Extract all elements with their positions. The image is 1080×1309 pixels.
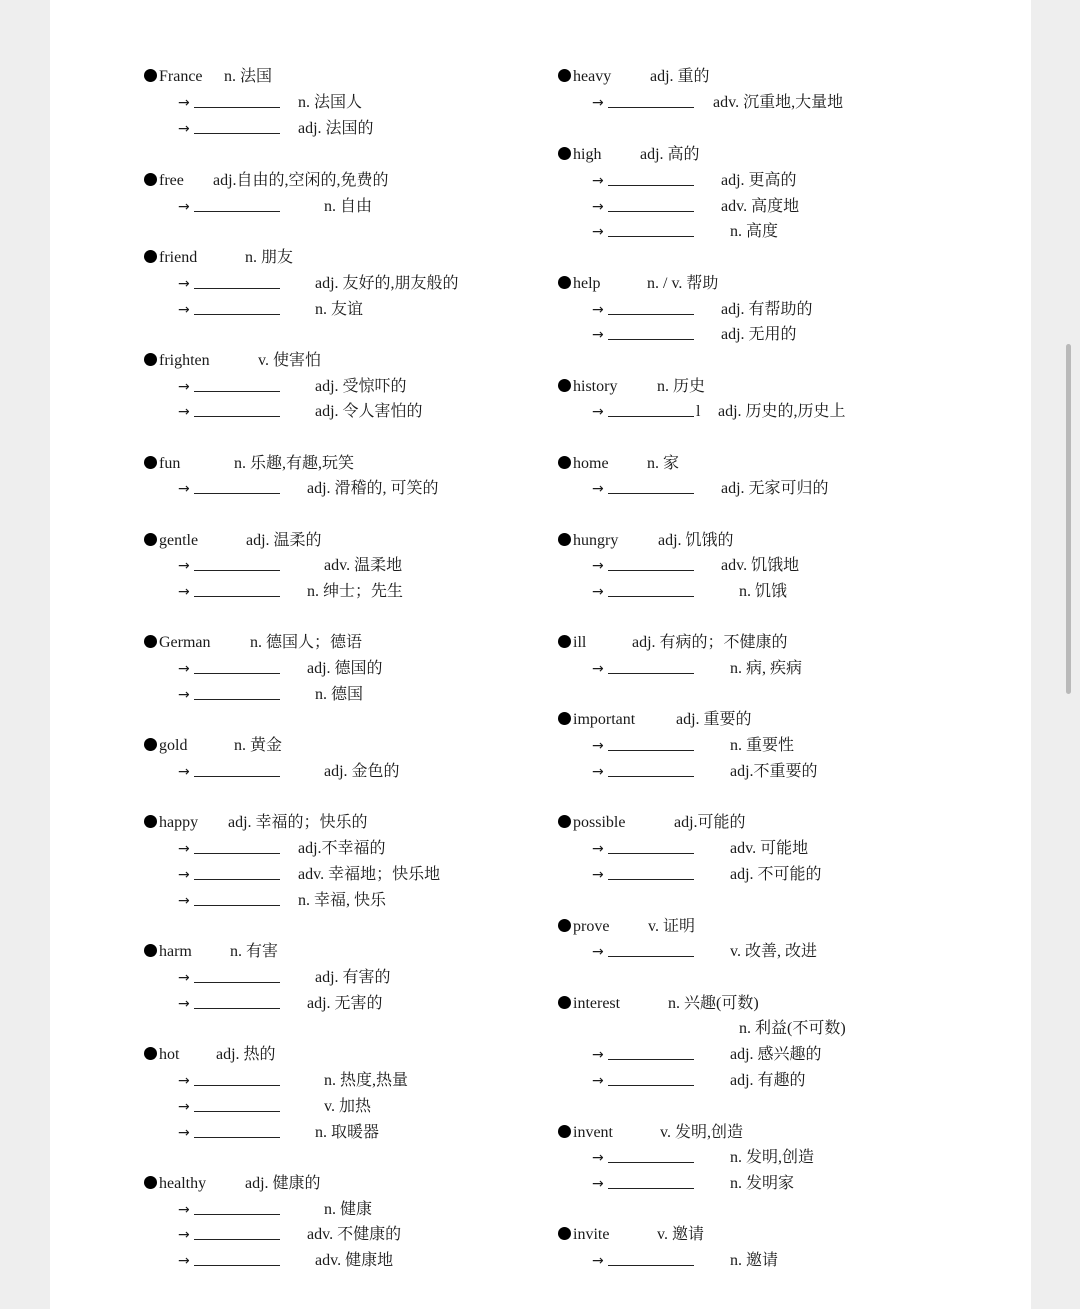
headword-meaning: adj. 健康的	[245, 1175, 321, 1192]
derivative-meaning: n. 热度,热量	[324, 1072, 409, 1089]
answer-blank[interactable]	[608, 314, 694, 315]
arrow-icon: →	[592, 738, 604, 754]
answer-blank[interactable]	[194, 1265, 280, 1266]
answer-blank[interactable]	[194, 982, 280, 983]
derivative-meaning: v. 改善, 改进	[730, 943, 817, 960]
arrow-icon: →	[592, 661, 604, 677]
bullet-icon	[144, 1176, 157, 1189]
answer-blank[interactable]	[608, 673, 694, 674]
headword-meaning: adj. 高的	[640, 146, 700, 163]
answer-blank[interactable]	[608, 493, 694, 494]
answer-blank[interactable]	[608, 776, 694, 777]
answer-blank[interactable]	[608, 570, 694, 571]
derivative-meaning: n. 健康	[324, 1201, 373, 1218]
headword: ill	[573, 634, 587, 651]
derivative-meaning: adj. 滑稽的, 可笑的	[307, 480, 439, 497]
derivative-meaning: n. 自由	[324, 198, 373, 215]
answer-blank[interactable]	[194, 776, 280, 777]
headword: hungry	[573, 532, 619, 549]
derivative-meaning: n. 幸福, 快乐	[298, 892, 387, 909]
bullet-icon	[558, 1125, 571, 1138]
arrow-icon: →	[592, 481, 604, 497]
headword-meaning: n. 家	[647, 455, 680, 472]
answer-blank[interactable]	[194, 596, 280, 597]
headword-meaning: n. 乐趣,有趣,玩笑	[234, 455, 355, 472]
derivative-meaning: n. 法国人	[298, 94, 363, 111]
headword: gentle	[159, 532, 199, 549]
headword: possible	[573, 814, 626, 831]
derivative-meaning: adv. 幸福地；快乐地	[298, 866, 441, 883]
derivative-meaning: adj. 不可能的	[730, 866, 822, 883]
answer-blank[interactable]	[194, 107, 280, 108]
derivative-meaning: adv. 健康地	[315, 1252, 394, 1269]
headword-meaning: v. 邀请	[657, 1226, 704, 1243]
headword-meaning: n. 法国	[224, 68, 273, 85]
arrow-icon: →	[178, 1073, 190, 1089]
derivative-meaning: adj. 受惊吓的	[315, 378, 407, 395]
derivative-meaning: n. 取暖器	[315, 1124, 380, 1141]
headword-meaning: n. 兴趣(可数)	[668, 995, 759, 1012]
headword: fun	[159, 455, 181, 472]
derivative-meaning: n. 德国	[315, 686, 364, 703]
answer-blank[interactable]	[608, 185, 694, 186]
answer-blank[interactable]	[194, 1111, 280, 1112]
answer-blank[interactable]	[608, 211, 694, 212]
headword-meaning: v. 发明,创造	[660, 1124, 743, 1141]
headword-meaning: n. 黄金	[234, 737, 283, 754]
derivative-meaning: adj. 感兴趣的	[730, 1046, 822, 1063]
bullet-icon	[558, 996, 571, 1009]
answer-blank[interactable]	[194, 1137, 280, 1138]
headword-meaning: adj. 饥饿的	[658, 532, 734, 549]
headword: high	[573, 146, 602, 163]
headword-meaning: adj. 重要的	[676, 711, 752, 728]
arrow-icon: →	[592, 584, 604, 600]
arrow-icon: →	[178, 1099, 190, 1115]
answer-suffix: l	[696, 403, 701, 420]
derivative-meaning: adj.不重要的	[730, 763, 818, 780]
answer-blank[interactable]	[194, 673, 280, 674]
answer-blank[interactable]	[194, 699, 280, 700]
bullet-icon	[558, 456, 571, 469]
answer-blank[interactable]	[194, 1214, 280, 1215]
answer-blank[interactable]	[608, 1085, 694, 1086]
answer-blank[interactable]	[608, 879, 694, 880]
headword: important	[573, 711, 636, 728]
derivative-meaning: n. 绅士；先生	[307, 583, 404, 600]
answer-blank[interactable]	[608, 1188, 694, 1189]
answer-blank[interactable]	[194, 133, 280, 134]
bullet-icon	[144, 635, 157, 648]
headword: German	[159, 634, 211, 651]
worksheet-page	[50, 0, 1031, 1309]
headword: home	[573, 455, 609, 472]
headword: gold	[159, 737, 188, 754]
derivative-meaning: adv. 高度地	[721, 198, 800, 215]
arrow-icon: →	[178, 121, 190, 137]
arrow-icon: →	[178, 584, 190, 600]
headword: hot	[159, 1046, 180, 1063]
headword: invite	[573, 1226, 610, 1243]
bullet-icon	[558, 712, 571, 725]
derivative-meaning: n. 利益(不可数)	[739, 1020, 846, 1037]
answer-blank[interactable]	[608, 339, 694, 340]
arrow-icon: →	[592, 764, 604, 780]
arrow-icon: →	[592, 224, 604, 240]
answer-blank[interactable]	[194, 570, 280, 571]
answer-blank[interactable]	[608, 750, 694, 751]
derivative-meaning: adj. 无家可归的	[721, 480, 829, 497]
arrow-icon: →	[178, 867, 190, 883]
headword-meaning: adj.自由的,空闲的,免费的	[213, 172, 389, 189]
headword: friend	[159, 249, 198, 266]
headword-meaning: adj. 有病的；不健康的	[632, 634, 788, 651]
headword-meaning: v. 证明	[648, 918, 695, 935]
headword: happy	[159, 814, 199, 831]
answer-blank[interactable]	[608, 236, 694, 237]
headword-meaning: adj.可能的	[674, 814, 746, 831]
headword: heavy	[573, 68, 612, 85]
derivative-meaning: adv. 沉重地,大量地	[713, 94, 844, 111]
answer-blank[interactable]	[194, 288, 280, 289]
headword: harm	[159, 943, 192, 960]
headword: interest	[573, 995, 621, 1012]
bullet-icon	[558, 379, 571, 392]
answer-blank[interactable]	[194, 391, 280, 392]
answer-blank[interactable]	[194, 905, 280, 906]
answer-blank[interactable]	[194, 314, 280, 315]
derivative-meaning: adj. 金色的	[324, 763, 400, 780]
bullet-icon	[144, 815, 157, 828]
arrow-icon: →	[178, 1202, 190, 1218]
answer-blank[interactable]	[194, 879, 280, 880]
derivative-meaning: n. 邀请	[730, 1252, 779, 1269]
derivative-meaning: adj.不幸福的	[298, 840, 386, 857]
arrow-icon: →	[178, 404, 190, 420]
bullet-icon	[558, 815, 571, 828]
arrow-icon: →	[178, 1253, 190, 1269]
answer-blank[interactable]	[608, 1059, 694, 1060]
arrow-icon: →	[178, 841, 190, 857]
arrow-icon: →	[592, 327, 604, 343]
derivative-meaning: n. 发明,创造	[730, 1149, 815, 1166]
arrow-icon: →	[178, 379, 190, 395]
arrow-icon: →	[178, 302, 190, 318]
headword: invent	[573, 1124, 613, 1141]
answer-blank[interactable]	[194, 211, 280, 212]
derivative-meaning: adj. 更高的	[721, 172, 797, 189]
derivative-meaning: adj. 历史的,历史上	[718, 403, 846, 420]
derivative-meaning: v. 加热	[324, 1098, 371, 1115]
headword-meaning: n. / v. 帮助	[647, 275, 719, 292]
bullet-icon	[144, 944, 157, 957]
bullet-icon	[558, 69, 571, 82]
headword: history	[573, 378, 618, 395]
arrow-icon: →	[592, 173, 604, 189]
derivative-meaning: adj. 无用的	[721, 326, 797, 343]
headword-meaning: n. 德国人；德语	[250, 634, 363, 651]
derivative-meaning: adj. 法国的	[298, 120, 374, 137]
derivative-meaning: n. 重要性	[730, 737, 795, 754]
bullet-icon	[558, 919, 571, 932]
derivative-meaning: adj. 德国的	[307, 660, 383, 677]
bullet-icon	[144, 353, 157, 366]
arrow-icon: →	[178, 970, 190, 986]
headword-meaning: adj. 幸福的；快乐的	[228, 814, 368, 831]
bullet-icon	[558, 1227, 571, 1240]
headword: prove	[573, 918, 610, 935]
arrow-icon: →	[592, 558, 604, 574]
derivative-meaning: adj. 有害的	[315, 969, 391, 986]
derivative-meaning: n. 高度	[730, 223, 779, 240]
headword-meaning: adj. 热的	[216, 1046, 276, 1063]
derivative-meaning: adj. 友好的,朋友般的	[315, 275, 459, 292]
derivative-meaning: n. 饥饿	[739, 583, 788, 600]
answer-blank[interactable]	[194, 1239, 280, 1240]
headword-meaning: n. 有害	[230, 943, 279, 960]
headword-meaning: v. 使害怕	[258, 352, 321, 369]
arrow-icon: →	[592, 867, 604, 883]
answer-blank[interactable]	[194, 853, 280, 854]
arrow-icon: →	[178, 95, 190, 111]
arrow-icon: →	[178, 276, 190, 292]
answer-blank[interactable]	[608, 853, 694, 854]
arrow-icon: →	[592, 404, 604, 420]
arrow-icon: →	[592, 1176, 604, 1192]
bullet-icon	[144, 173, 157, 186]
headword: free	[159, 172, 184, 189]
arrow-icon: →	[178, 558, 190, 574]
arrow-icon: →	[178, 481, 190, 497]
derivative-meaning: adv. 不健康的	[307, 1226, 402, 1243]
arrow-icon: →	[592, 1047, 604, 1063]
arrow-icon: →	[592, 1253, 604, 1269]
derivative-meaning: adv. 可能地	[730, 840, 809, 857]
arrow-icon: →	[592, 1073, 604, 1089]
answer-blank[interactable]	[608, 956, 694, 957]
headword: help	[573, 275, 601, 292]
derivative-meaning: n. 发明家	[730, 1175, 795, 1192]
arrow-icon: →	[592, 1150, 604, 1166]
derivative-meaning: adj. 无害的	[307, 995, 383, 1012]
answer-blank[interactable]	[194, 1008, 280, 1009]
answer-blank[interactable]	[608, 596, 694, 597]
headword: France	[159, 68, 203, 85]
derivative-meaning: n. 病, 疾病	[730, 660, 803, 677]
bullet-icon	[144, 456, 157, 469]
answer-blank[interactable]	[608, 416, 694, 417]
bullet-icon	[144, 250, 157, 263]
arrow-icon: →	[178, 1125, 190, 1141]
derivative-meaning: adv. 温柔地	[324, 557, 403, 574]
bullet-icon	[558, 533, 571, 546]
arrow-icon: →	[178, 661, 190, 677]
arrow-icon: →	[178, 199, 190, 215]
bullet-icon	[144, 69, 157, 82]
headword-meaning: n. 朋友	[245, 249, 294, 266]
headword-meaning: n. 历史	[657, 378, 706, 395]
arrow-icon: →	[592, 841, 604, 857]
derivative-meaning: adj. 令人害怕的	[315, 403, 423, 420]
answer-blank[interactable]	[194, 1085, 280, 1086]
derivative-meaning: adj. 有帮助的	[721, 301, 813, 318]
answer-blank[interactable]	[608, 1162, 694, 1163]
headword: healthy	[159, 1175, 207, 1192]
arrow-icon: →	[178, 996, 190, 1012]
bullet-icon	[558, 276, 571, 289]
answer-blank[interactable]	[194, 493, 280, 494]
answer-blank[interactable]	[608, 107, 694, 108]
arrow-icon: →	[178, 687, 190, 703]
headword: frighten	[159, 352, 210, 369]
bullet-icon	[144, 1047, 157, 1060]
derivative-meaning: adj. 有趣的	[730, 1072, 806, 1089]
bullet-icon	[558, 147, 571, 160]
derivative-meaning: adv. 饥饿地	[721, 557, 800, 574]
answer-blank[interactable]	[194, 416, 280, 417]
bullet-icon	[144, 533, 157, 546]
bullet-icon	[144, 738, 157, 751]
arrow-icon: →	[178, 893, 190, 909]
arrow-icon: →	[592, 199, 604, 215]
bullet-icon	[558, 635, 571, 648]
arrow-icon: →	[592, 944, 604, 960]
derivative-meaning: n. 友谊	[315, 301, 364, 318]
arrow-icon: →	[178, 1227, 190, 1243]
vertical-scrollbar[interactable]	[1066, 344, 1071, 694]
arrow-icon: →	[178, 764, 190, 780]
arrow-icon: →	[592, 95, 604, 111]
headword-meaning: adj. 温柔的	[246, 532, 322, 549]
arrow-icon: →	[592, 302, 604, 318]
answer-blank[interactable]	[608, 1265, 694, 1266]
headword-meaning: adj. 重的	[650, 68, 710, 85]
